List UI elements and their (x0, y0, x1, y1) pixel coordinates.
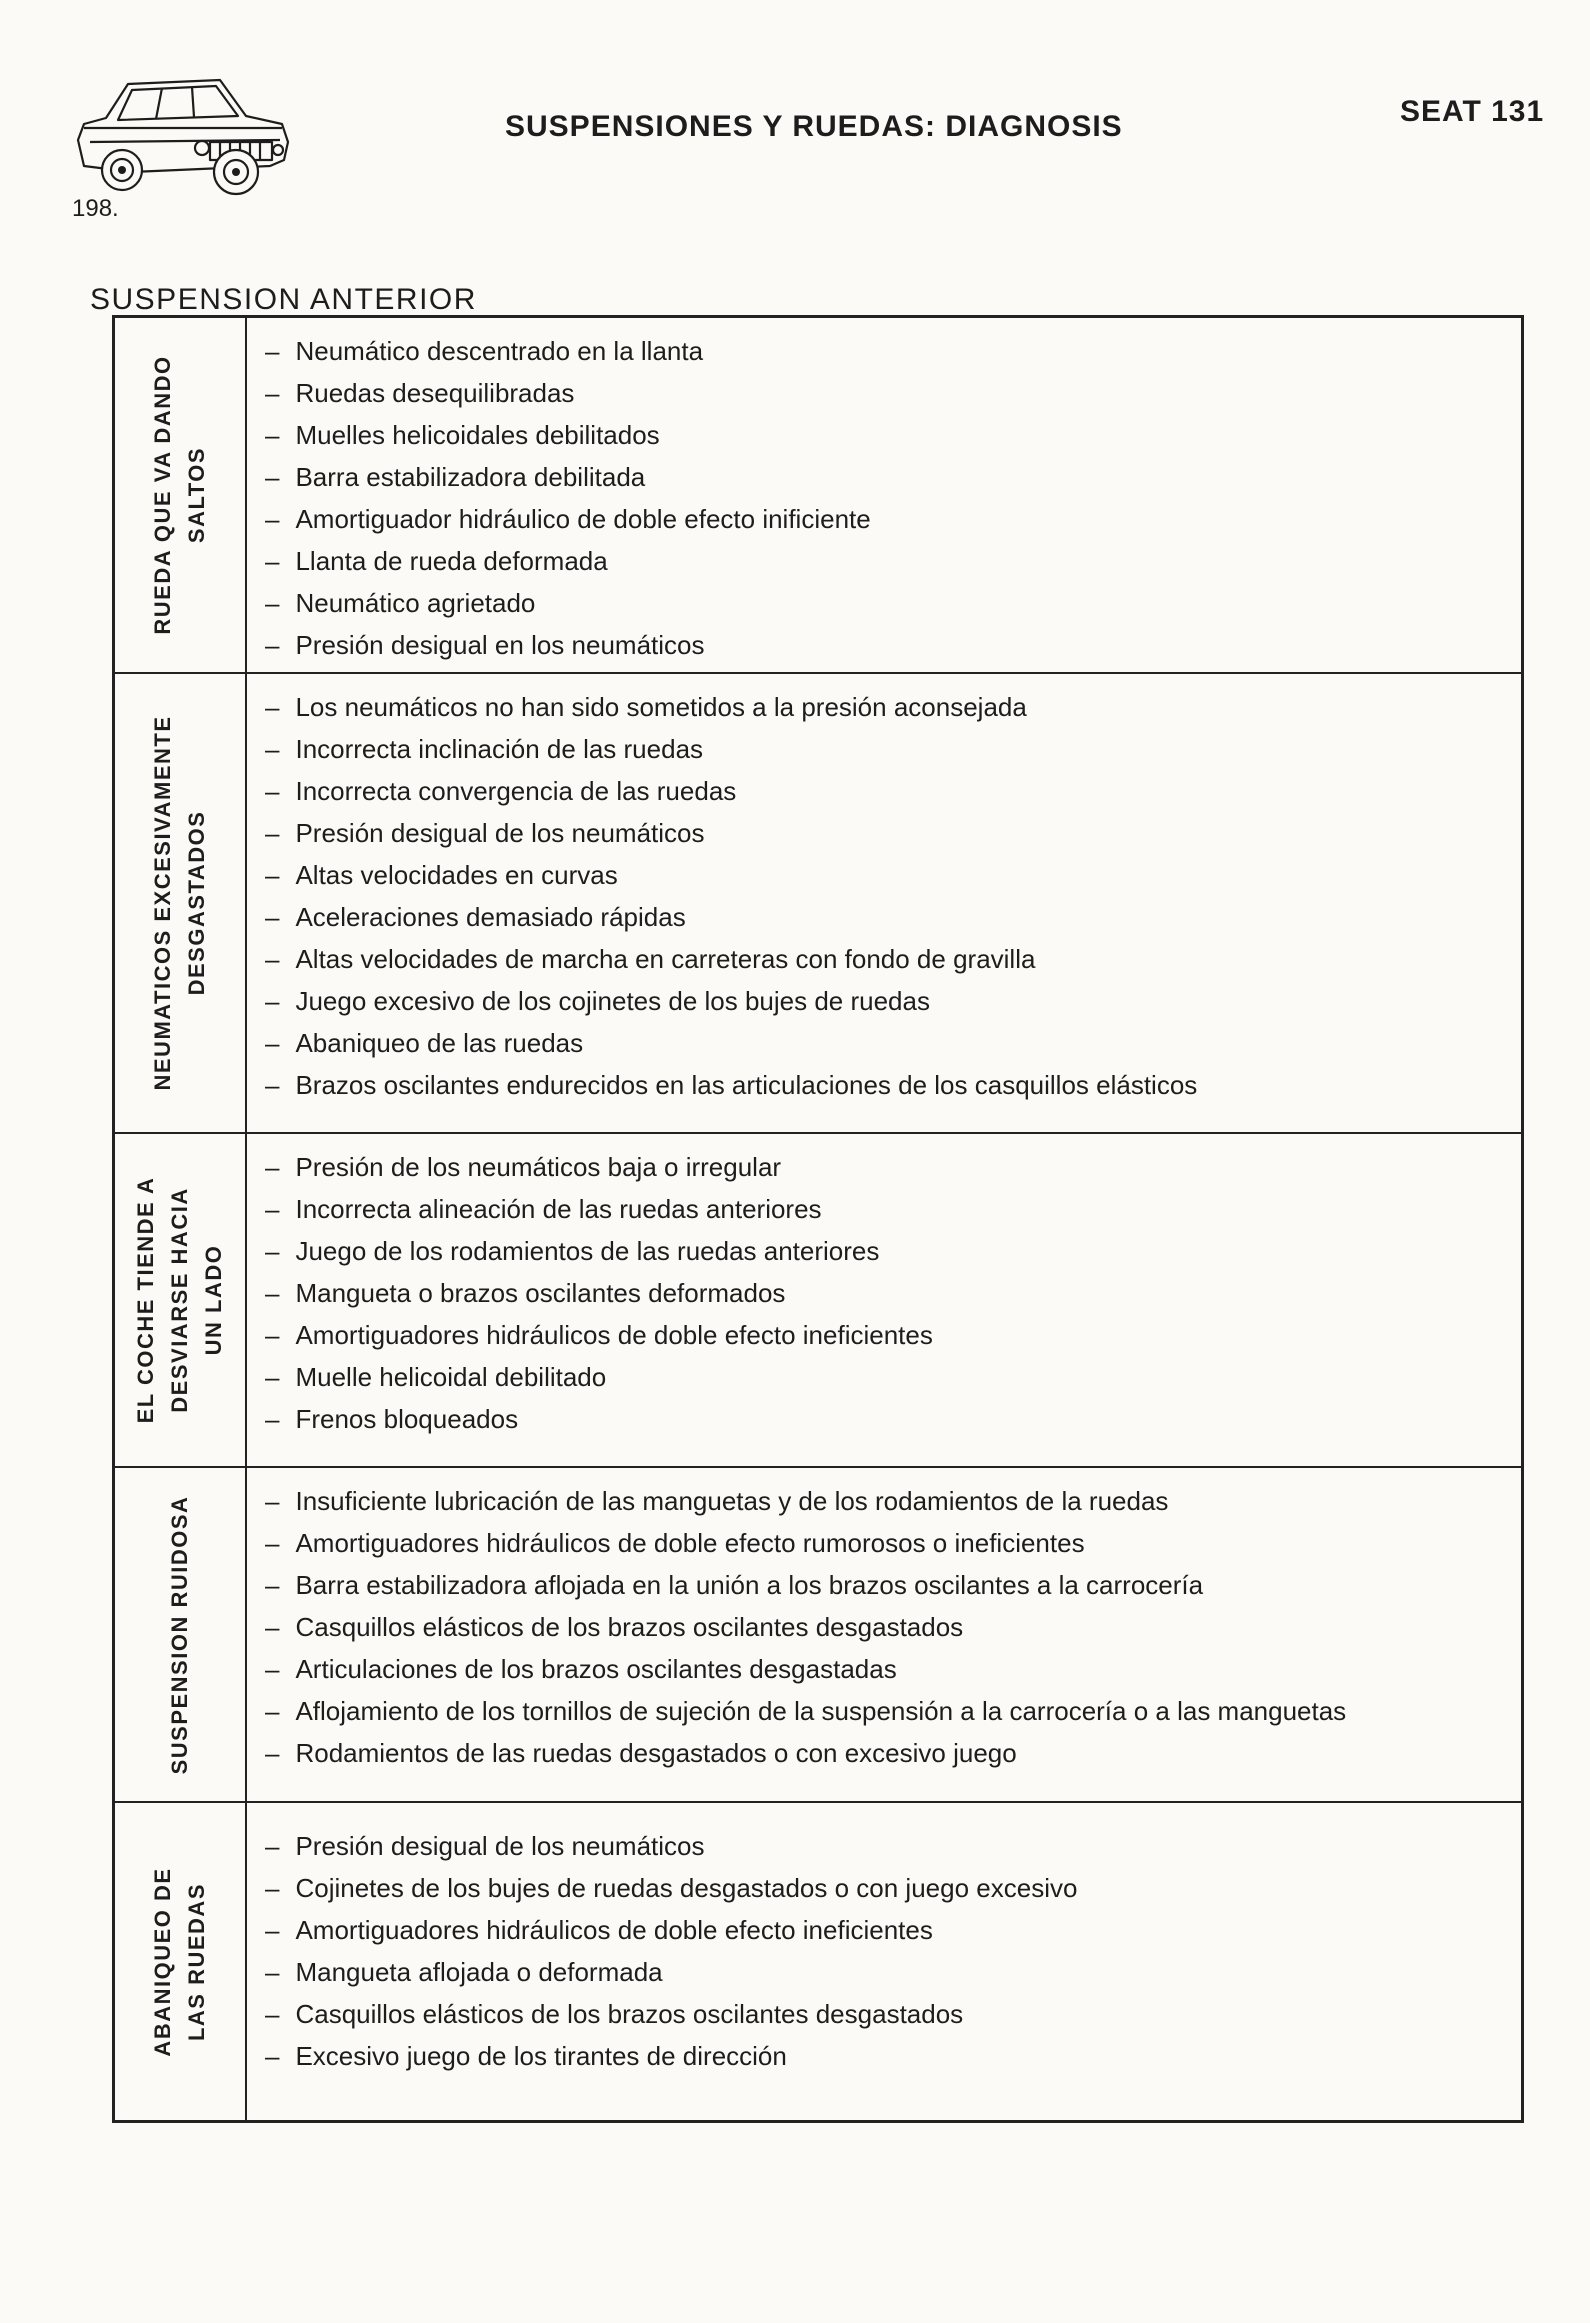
symptom-label-cell (115, 318, 247, 672)
cause-item: – Articulaciones de los brazos oscilantes desgastadas (265, 1648, 1501, 1690)
cause-item: – Neumático descentrado en la llanta (265, 330, 1501, 372)
cause-item: – Ruedas desequilibradas (265, 372, 1501, 414)
cause-item: – Amortiguadores hidráulicos de doble efecto ineficientes (265, 1909, 1501, 1951)
cause-item: – Casquillos elásticos de los brazos oscilantes desgastados (265, 1606, 1501, 1648)
cause-item: – Muelles helicoidales debilitados (265, 414, 1501, 456)
diagnosis-table (112, 315, 1524, 2123)
cause-item: – Excesivo juego de los tirantes de dirección (265, 2035, 1501, 2077)
cause-item: – Juego de los rodamientos de las ruedas anteriores (265, 1230, 1501, 1272)
cause-item: – Altas velocidades de marcha en carreteras con fondo de gravilla (265, 938, 1501, 980)
symptom-label: NEUMATICOS EXCESIVAMENTE DESGASTADOS (150, 715, 209, 1091)
cause-list (265, 1480, 1501, 1774)
symptom-label: EL COCHE TIENDE A DESVIARSE HACIA UN LADO (133, 1176, 226, 1424)
symptom-row-tire-wear (115, 674, 1521, 1134)
cause-item: – Aceleraciones demasiado rápidas (265, 896, 1501, 938)
cause-item: – Amortiguadores hidráulicos de doble efecto ineficientes (265, 1314, 1501, 1356)
symptom-row-wheel-bouncing (115, 318, 1521, 674)
symptom-row-noisy-suspension (115, 1468, 1521, 1803)
cause-item: – Casquillos elásticos de los brazos oscilantes desgastados (265, 1993, 1501, 2035)
cause-list (265, 330, 1501, 666)
cause-item: – Presión de los neumáticos baja o irregular (265, 1146, 1501, 1188)
cause-item: – Muelle helicoidal debilitado (265, 1356, 1501, 1398)
symptom-label: RUEDA QUE VA DANDO SALTOS (150, 355, 209, 635)
vehicle-model: SEAT 131 (1400, 95, 1545, 128)
cause-item: – Cojinetes de los bujes de ruedas desgastados o con juego excesivo (265, 1867, 1501, 1909)
page-number: 198. (72, 195, 119, 222)
section-title: SUSPENSION ANTERIOR (90, 283, 477, 316)
cause-item: – Incorrecta convergencia de las ruedas (265, 770, 1501, 812)
cause-item: – Mangueta o brazos oscilantes deformados (265, 1272, 1501, 1314)
cause-item: – Presión desigual de los neumáticos (265, 1825, 1501, 1867)
cause-item: – Barra estabilizadora debilitada (265, 456, 1501, 498)
cause-item: – Neumático agrietado (265, 582, 1501, 624)
symptom-label-cell (115, 1468, 247, 1801)
document-title: SUSPENSIONES Y RUEDAS: DIAGNOSIS (505, 110, 1123, 143)
cause-item: – Altas velocidades en curvas (265, 854, 1501, 896)
symptom-label: SUSPENSION RUIDOSA (167, 1495, 192, 1774)
cause-item: – Juego excesivo de los cojinetes de los bujes de ruedas (265, 980, 1501, 1022)
cause-list (265, 1825, 1501, 2077)
cause-item: – Frenos bloqueados (265, 1398, 1501, 1440)
cause-list (265, 1146, 1501, 1440)
cause-item: – Incorrecta alineación de las ruedas anteriores (265, 1188, 1501, 1230)
symptom-label-cell (115, 1134, 247, 1466)
cause-item: – Insuficiente lubricación de las manguetas y de los rodamientos de la ruedas (265, 1480, 1501, 1522)
symptom-row-wheel-shimmy (115, 1803, 1521, 2120)
cause-item: – Presión desigual en los neumáticos (265, 624, 1501, 666)
cause-item: – Incorrecta inclinación de las ruedas (265, 728, 1501, 770)
cause-item: – Brazos oscilantes endurecidos en las articulaciones de los casquillos elásticos (265, 1064, 1501, 1106)
cause-item: – Abaniqueo de las ruedas (265, 1022, 1501, 1064)
cause-item: – Los neumáticos no han sido sometidos a la presión aconsejada (265, 686, 1501, 728)
symptom-label-cell (115, 674, 247, 1132)
cause-item: – Presión desigual de los neumáticos (265, 812, 1501, 854)
cause-item: – Amortiguadores hidráulicos de doble efecto rumorosos o ineficientes (265, 1522, 1501, 1564)
symptom-label-cell (115, 1803, 247, 2120)
cause-item: – Barra estabilizadora aflojada en la unión a los brazos oscilantes a la carrocería (265, 1564, 1501, 1606)
cause-item: – Aflojamiento de los tornillos de sujeción de la suspensión a la carrocería o a las manguetas (265, 1690, 1501, 1732)
car-logo-icon (70, 62, 295, 202)
cause-item: – Llanta de rueda deformada (265, 540, 1501, 582)
symptom-row-pulls-to-side (115, 1134, 1521, 1468)
cause-item: – Amortiguador hidráulico de doble efecto inificiente (265, 498, 1501, 540)
cause-item: – Mangueta aflojada o deformada (265, 1951, 1501, 1993)
cause-item: – Rodamientos de las ruedas desgastados o con excesivo juego (265, 1732, 1501, 1774)
cause-list (265, 686, 1501, 1106)
symptom-label: ABANIQUEO DE LAS RUEDAS (150, 1866, 209, 2057)
